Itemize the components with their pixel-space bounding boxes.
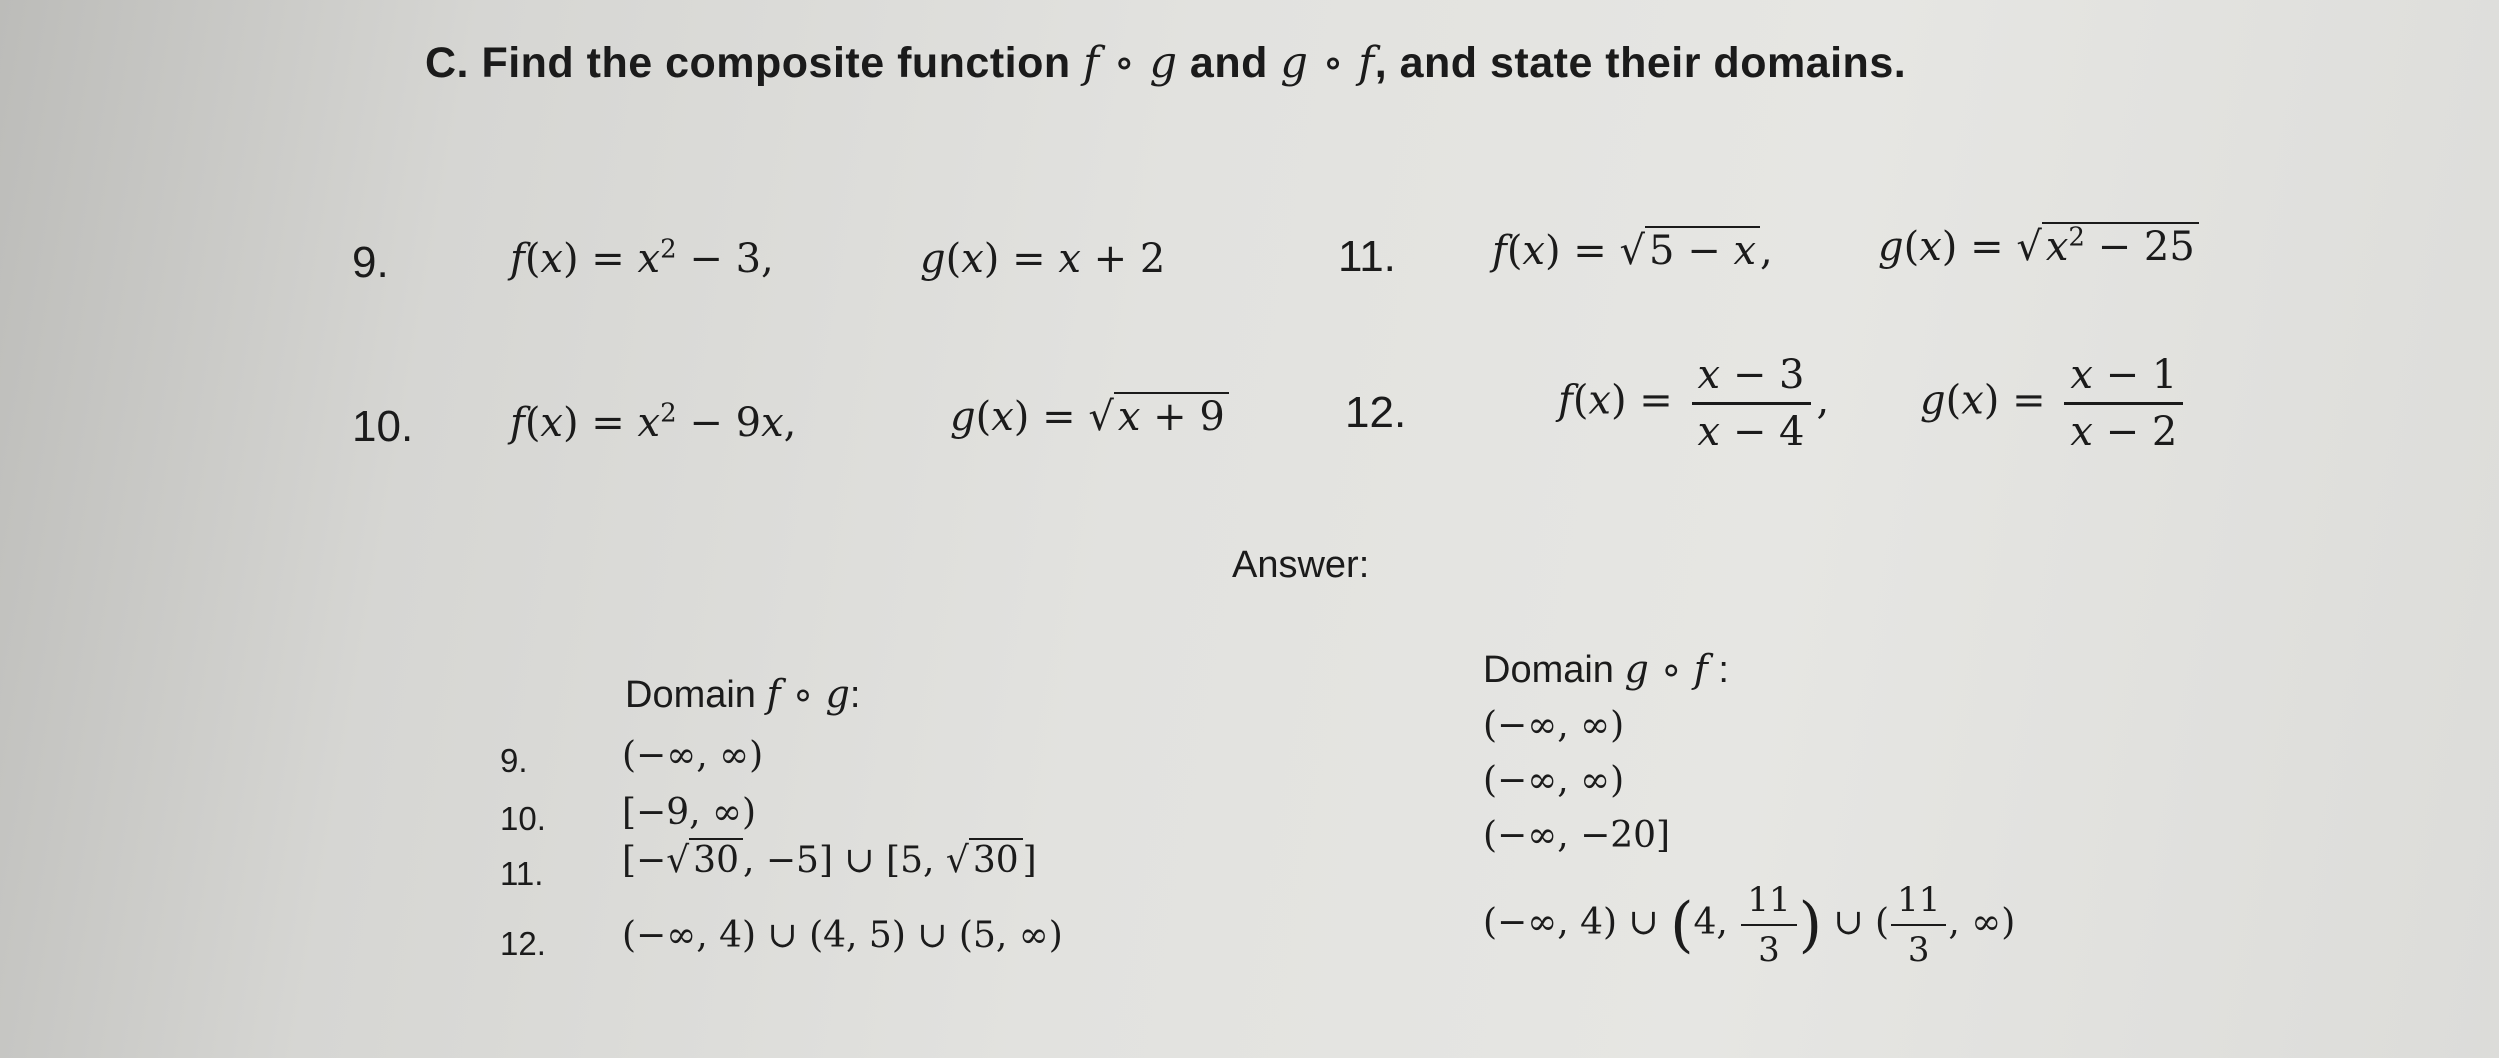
problem-12-f: f(x) = $\frac{x - 3}{x - 4}$ , bbox=[1558, 352, 1830, 455]
problem-9-f: $f(x) = x^2 - 3$, bbox=[510, 234, 774, 282]
problem-11-number: 11. bbox=[1338, 232, 1396, 281]
answer-9-fog: (−∞, ∞) bbox=[622, 735, 764, 776]
section-label: C. bbox=[425, 39, 469, 87]
problem-10-number: 10. bbox=[352, 402, 414, 451]
problem-12-number: 12. bbox=[1345, 388, 1407, 437]
answer-12-fog: (−∞, 4) ∪ (4, 5) ∪ (5, ∞) bbox=[622, 915, 1063, 956]
heading-gof: g ∘ f bbox=[1280, 38, 1375, 88]
problem-9-g: g(x) = x + 2 bbox=[920, 236, 1166, 282]
answer-10-fog: [−9, ∞) bbox=[622, 792, 757, 833]
problem-11-g: g(x) = √ $x^2 - 25$ bbox=[1878, 222, 2199, 270]
heading-fog: f ∘ g bbox=[1083, 38, 1178, 88]
heading-text-pre: Find the composite function bbox=[481, 39, 1071, 87]
answer-11-fog: [−√ 30 , −5] ∪ [5, √ 30 ] bbox=[622, 840, 1037, 881]
heading-and: and bbox=[1189, 39, 1268, 87]
fog-domain-header: Domain f ∘ g: bbox=[625, 672, 861, 716]
answer-10-gof: (−∞, ∞) bbox=[1483, 760, 1625, 801]
answer-9-gof: (−∞, ∞) bbox=[1483, 705, 1625, 746]
section-heading bbox=[425, 38, 1906, 88]
problem-9-number: 9. bbox=[352, 238, 389, 287]
answer-11-number: 11. bbox=[500, 855, 544, 892]
heading-text-post: , and state their domains. bbox=[1374, 39, 1907, 87]
answer-title: Answer: bbox=[1232, 544, 1370, 586]
problem-12-g: g(x) = $\frac{x - 1}{x - 2}$ bbox=[1920, 352, 2189, 455]
gof-domain-header: Domain g ∘ f : bbox=[1483, 647, 1729, 691]
answer-9-number: 9. bbox=[500, 742, 528, 779]
answer-10-number: 10. bbox=[500, 800, 546, 837]
problem-10-f: $f(x) = x^2 - 9x$, bbox=[510, 398, 797, 446]
problem-10-g: g(x) = √ x + 9 bbox=[950, 392, 1229, 440]
problem-11-f: f(x) = √ 5 − x , bbox=[1492, 228, 1773, 274]
answer-12-number: 12. bbox=[500, 925, 546, 962]
answer-11-gof: (−∞, −20] bbox=[1483, 815, 1671, 856]
answer-12-gof: (−∞, 4) ∪ (4, $\frac{11}{3}$ ) ∪ ( $\frac{11}{3}$ , ∞) bbox=[1483, 880, 2016, 970]
